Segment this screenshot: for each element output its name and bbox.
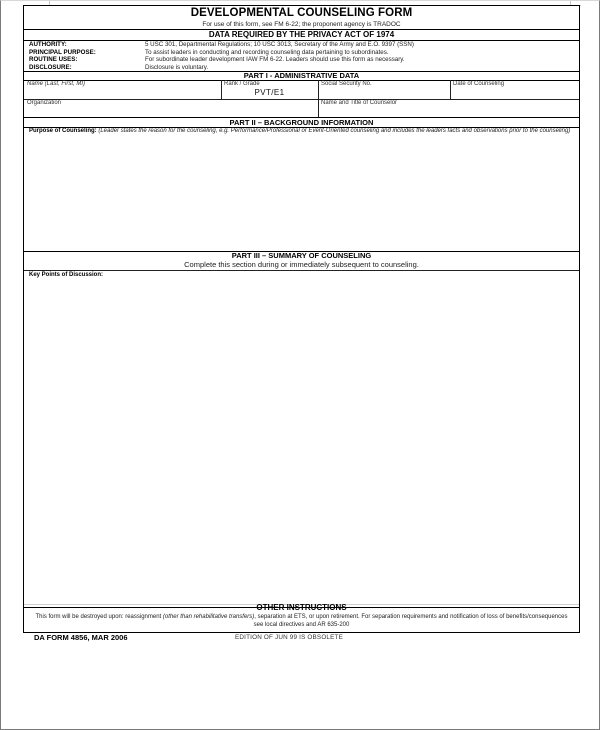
- key-points-field[interactable]: [24, 270, 579, 604]
- privacy-act-block: [24, 41, 579, 71]
- privacy-value: For subordinate leader development IAW FM 6-22. Leaders should use this form as necessary.: [145, 56, 405, 63]
- instructions-italic-text: (other than rehabilitative transfers): [162, 614, 255, 620]
- purpose-label: Purpose of Counseling:: [29, 128, 97, 134]
- counseling-form: [23, 5, 580, 608]
- part1-header: PART I - ADMINISTRATIVE DATA: [243, 71, 360, 80]
- name-field[interactable]: [24, 80, 221, 99]
- ssn-field[interactable]: [318, 80, 450, 99]
- privacy-row-routine-uses: [29, 56, 575, 63]
- organization-field[interactable]: [24, 99, 318, 117]
- privacy-label: DISCLOSURE:: [29, 64, 72, 71]
- privacy-value: 5 USC 301, Departmental Regulations; 10 USC 3013, Secretary of the Army and E.O. 9397 (SSN): [145, 41, 414, 48]
- form-subtitle: For use of this form, see FM 6-22; the proponent agency is TRADOC: [202, 21, 401, 28]
- privacy-label: PRINCIPAL PURPOSE:: [29, 49, 96, 56]
- rank-grade-field[interactable]: [221, 80, 318, 99]
- privacy-row-authority: [29, 41, 575, 48]
- counselor-label: Name and Title of Counselor: [321, 100, 398, 106]
- form-id: DA FORM 4856, MAR 2006: [34, 633, 128, 642]
- name-label: Name (Last, First, MI): [27, 81, 86, 87]
- form-title: DEVELOPMENTAL COUNSELING FORM: [190, 7, 413, 19]
- counselor-field[interactable]: [318, 99, 578, 117]
- other-instructions-header: OTHER INSTRUCTIONS: [256, 603, 347, 612]
- other-instructions-text: [34, 613, 569, 629]
- privacy-row-purpose: [29, 49, 575, 56]
- edition-note: EDITION OF JUN 99 IS OBSOLETE: [235, 634, 343, 641]
- ssn-label: Social Security No.: [321, 81, 372, 87]
- instructions-text: , separation at ETS, or upon retirement. For separation requirements and notification of loss of benefits/consequences see local directives and AR 635-200: [253, 614, 568, 628]
- other-instructions: [23, 603, 580, 633]
- purpose-of-counseling-field[interactable]: [24, 127, 579, 251]
- part3-subheader: Complete this section during or immediately subsequent to counseling.: [184, 260, 419, 269]
- privacy-value: To assist leaders in conducting and recording counseling data pertaining to subordinates.: [145, 49, 389, 56]
- privacy-label: ROUTINE USES:: [29, 56, 78, 63]
- rank-value: PVT/E1: [254, 88, 285, 97]
- organization-label: Organization: [27, 100, 62, 106]
- privacy-act-header: DATA REQUIRED BY THE PRIVACY ACT OF 1974: [208, 30, 395, 39]
- key-points-label: Key Points of Discussion:: [29, 272, 104, 278]
- part2-header: PART II – BACKGROUND INFORMATION: [229, 118, 374, 127]
- privacy-label: AUTHORITY:: [29, 41, 67, 48]
- part3-header: PART III – SUMMARY OF COUNSELING: [231, 251, 372, 260]
- instructions-text: This form will be destroyed upon: reassignment: [35, 614, 163, 620]
- date-of-counseling-field[interactable]: [450, 80, 578, 99]
- privacy-value: Disclosure is voluntary.: [145, 64, 209, 71]
- purpose-hint: (Leader states the reason for the counseling, e.g. Performance/Professional or Event-Oriented counseling and includes the leaders facts and observations prior to the counseling): [98, 128, 571, 134]
- rank-label: Rank / Grade: [224, 81, 260, 87]
- privacy-row-disclosure: [29, 64, 575, 71]
- date-label: Date of Counseling: [453, 81, 505, 87]
